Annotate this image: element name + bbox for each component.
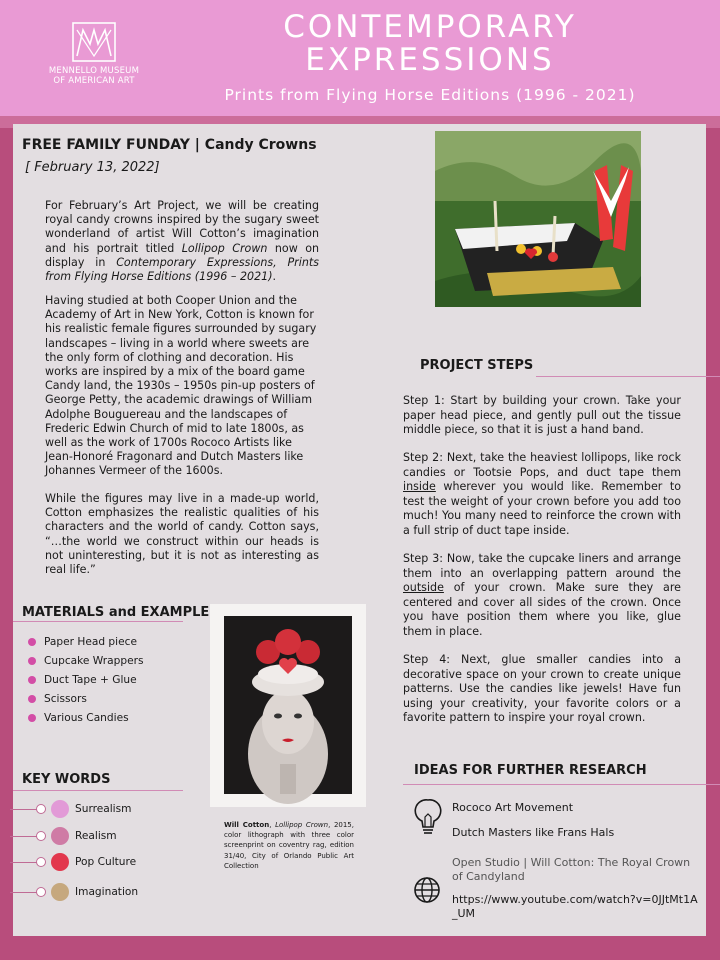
material-label: Scissors xyxy=(44,693,87,706)
bullet-dot-icon xyxy=(28,695,36,703)
intro-paragraph-1 xyxy=(45,199,319,284)
museum-name-line1: MENNELLO MUSEUM xyxy=(48,66,140,76)
keyword-label: Surrealism xyxy=(75,803,132,815)
keyword-node-icon xyxy=(36,887,46,897)
crown-project-photo xyxy=(435,131,641,307)
ideas-heading: IDEAS FOR FURTHER RESEARCH xyxy=(414,763,647,778)
material-label: Duct Tape + Glue xyxy=(44,673,137,686)
keyword-label: Realism xyxy=(75,830,117,842)
video-title: Open Studio | Will Cotton: The Royal Crown of Candyland xyxy=(452,856,691,883)
artwork-caption xyxy=(224,820,354,871)
list-item xyxy=(28,632,143,651)
keyword-color-dot-icon xyxy=(51,827,69,845)
caption-details: , 2015, color lithograph with three color screenprint on coventry rag, edition 31/40, City of Orlando Public Art Collection xyxy=(224,821,354,870)
artwork-title-ref: Lollipop Crown xyxy=(181,241,268,255)
keyword-connector xyxy=(10,836,38,837)
materials-list xyxy=(28,632,143,728)
museum-name xyxy=(40,66,148,86)
intro-p1-end: . xyxy=(272,270,277,284)
keyword-color-dot-icon xyxy=(51,800,69,818)
list-item xyxy=(28,670,143,689)
keyword-node-icon xyxy=(36,857,46,867)
bullet-dot-icon xyxy=(28,714,36,722)
keyword-connector xyxy=(10,809,38,810)
step-2-text: Step 2: Next, take the heaviest lollipops, like rock candies or Tootsie Pops, and duct tape them xyxy=(403,451,681,479)
list-item xyxy=(28,651,143,670)
intro-p1-text: For February’s Art Project, we will be creating royal candy crowns inspired by the sugary sweet wonderland of artist Will Cotton’s imagination and his portrait titled xyxy=(45,199,319,255)
step-3-text2: of your crown. Make sure they are centered and cover all sides of the crown. Once you have position them where you like, glue them in place. xyxy=(403,581,681,638)
key-words-rule xyxy=(13,790,183,791)
material-label: Various Candies xyxy=(44,712,129,725)
step-3 xyxy=(403,552,681,639)
bullet-dot-icon xyxy=(28,638,36,646)
exhibition-title xyxy=(150,11,710,77)
step-1: Step 1: Start by building your crown. Take your paper head piece, and gently pull out the tissue middle piece, so that it is just a hand band. xyxy=(403,394,681,436)
keyword-color-dot-icon xyxy=(51,853,69,871)
intro-paragraph-2: Having studied at both Cooper Union and the Academy of Art in New York, Cotton is known for his realistic female figures surrounded by sugary landscapes – living in a world where sweets are the only form of clothing and decoration. His works are inspired by a mix of the board game Candy land, the 1930s – 1950s pin-up posters of George Petty, the academic drawings of William Adolphe Bouguereau and the landscapes of Frederic Edwin Church of mid to late 1800s, as well as the work of 1700s Rococo Artists like Jean-Honoré Fragonard and Dutch Masters like Johannes Vermeer of the 1600s. xyxy=(45,294,317,478)
caption-artist: Will Cotton xyxy=(224,821,270,829)
keyword-item xyxy=(10,826,117,846)
idea-dutch-masters: Dutch Masters like Frans Hals xyxy=(452,826,615,839)
artwork-image xyxy=(210,604,366,807)
material-label: Paper Head piece xyxy=(44,635,137,648)
keyword-item xyxy=(10,882,138,902)
keyword-connector xyxy=(10,862,38,863)
exhibition-title-line2: EXPRESSIONS xyxy=(305,42,555,78)
materials-heading: MATERIALS and EXAMPLE xyxy=(22,605,210,620)
project-steps-heading: PROJECT STEPS xyxy=(420,358,534,373)
lollipop-crown-artwork xyxy=(210,604,366,807)
intro-paragraph-3: While the figures may live in a made-up world, Cotton emphasizes the realistic qualities of his characters and the world of candy. Cotton says, “…the world we construct within our heads is not uninteresting, but it is not as interesting as real life.” xyxy=(45,492,319,577)
event-date: [ February 13, 2022] xyxy=(25,160,160,175)
museum-logo-mark xyxy=(72,22,116,62)
keyword-node-icon xyxy=(36,804,46,814)
list-item xyxy=(28,709,143,728)
exhibition-ref: Contemporary Expressions, Prints from Flying Horse Editions (1996 – 2021) xyxy=(45,255,319,284)
keyword-item xyxy=(10,852,136,872)
bullet-dot-icon xyxy=(28,676,36,684)
project-steps-rule xyxy=(536,376,720,377)
keyword-connector xyxy=(10,892,38,893)
idea-rococo: Rococo Art Movement xyxy=(452,801,574,814)
event-heading: FREE FAMILY FUNDAY | Candy Crowns xyxy=(22,137,317,153)
step-3-emphasis: outside xyxy=(403,581,444,594)
keyword-label: Pop Culture xyxy=(75,856,137,868)
materials-rule xyxy=(13,621,183,622)
museum-logo xyxy=(40,22,148,86)
material-label: Cupcake Wrappers xyxy=(44,654,144,667)
caption-title: Lollipop Crown xyxy=(275,821,329,829)
exhibition-subtitle: Prints from Flying Horse Editions (1996 - 2021) xyxy=(224,86,636,104)
keyword-label: Imagination xyxy=(75,886,139,898)
list-item xyxy=(28,690,143,709)
video-link[interactable]: https://www.youtube.com/watch?v=0JJtMt1A_UM xyxy=(452,893,698,920)
bullet-dot-icon xyxy=(28,657,36,665)
globe-icon xyxy=(413,876,441,904)
keyword-item xyxy=(10,799,131,819)
step-2-emphasis: inside xyxy=(403,480,436,493)
step-2 xyxy=(403,451,681,538)
key-words-heading: KEY WORDS xyxy=(22,772,111,787)
lightbulb-icon xyxy=(414,798,442,838)
intro-p1-text2: now on display in xyxy=(45,241,320,269)
step-2-text2: wherever you would like. Remember to test the weight of your crown before you add too much! You many need to reinforce the crown with a full strip of duct tape inside. xyxy=(403,480,681,537)
museum-name-line2: OF AMERICAN ART xyxy=(53,76,135,86)
keyword-color-dot-icon xyxy=(51,883,69,901)
step-3-text: Step 3: Now, take the cupcake liners and arrange them into an overlapping pattern around the xyxy=(403,552,681,580)
ideas-rule xyxy=(403,784,720,785)
page-header xyxy=(0,0,720,116)
keyword-node-icon xyxy=(36,831,46,841)
exhibition-title-line1: CONTEMPORARY xyxy=(283,9,577,45)
caption-separator: , xyxy=(269,821,276,829)
step-4: Step 4: Next, glue smaller candies into a decorative space on your crown to create unique patterns. Use the candies like jewels! Have fun using your creativity, your favorite colors or a favorite pattern to inspire your royal crown. xyxy=(403,653,681,724)
